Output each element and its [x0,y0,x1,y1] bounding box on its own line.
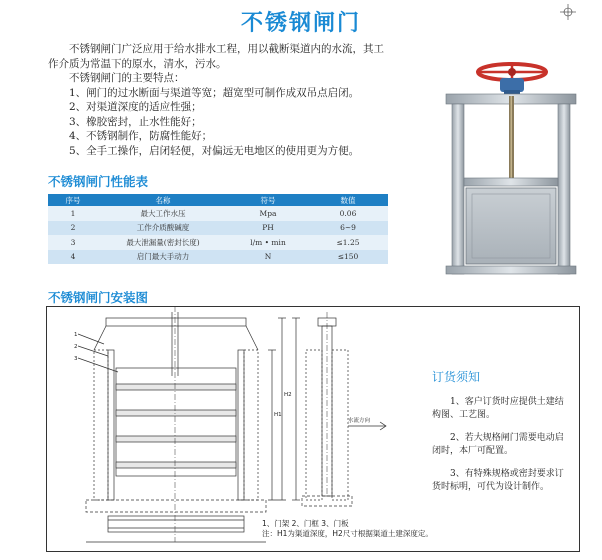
table-cell: Mpa [228,206,308,221]
feature-item: 2、对渠道深度的适应性强； [69,101,202,113]
feature-item: 4、不锈钢制作，防腐性能好； [69,130,213,142]
column-header: 名称 [98,194,228,206]
table-header-row [48,194,388,206]
table-row [48,250,388,265]
part-label: 2 [74,344,78,350]
order-item: 1、客户订货时应提供土建结构图、工艺图。 [432,397,564,420]
table-cell: 最大泄漏量(密封长度) [98,235,228,250]
feature-item: 5、全手工操作，启闭轻便，对偏远无电地区的使用更为方便。 [69,144,360,157]
table-cell: 工作介质酸碱度 [98,221,228,236]
feature-item: 1、闸门的过水断面与渠道等宽；超宽型可制作成双吊点启闭。 [69,86,360,99]
table-cell: 3 [48,235,98,250]
page-title: 不锈钢闸门 [240,11,361,36]
intro-line: 作介质为常温下的原水，清水，污水。 [48,57,227,70]
performance-table [48,194,388,264]
table-row [48,221,388,236]
table-cell: 最大工作水压 [98,206,228,221]
intro-line: 不锈钢闸门广泛应用于给水排水工程，用以截断渠道内的水流，其工 [69,43,384,55]
table-cell: 6~9 [308,221,388,236]
table-row [48,235,388,250]
feature-item: 3、橡胶密封，止水性能好； [69,115,202,128]
dimension-label: H2 [284,392,292,398]
note-text: 注：H1为渠道深度，H2尺寸根据渠道土建深度定。 [262,529,433,538]
table-cell: N [228,250,308,265]
hand-wheel-icon [478,64,546,80]
table-cell: 2 [48,221,98,236]
column-header: 数值 [308,194,388,206]
installation-title: 不锈钢闸门安装图 [48,290,149,305]
performance-title: 不锈钢闸门性能表 [48,174,149,189]
table-cell: 1 [48,206,98,221]
order-item: 2、若大规格闸门需要电动启闭时，本厂可配置。 [432,433,564,456]
diagram-notes [262,519,433,539]
parts-legend: 1、门架 2、门框 3、门板 [262,519,349,528]
table-cell: PH [228,221,308,236]
dimension-label: H1 [274,412,282,418]
order-notes [432,396,572,504]
flow-direction-label: 水流方向 [348,418,371,424]
order-title: 订货须知 [432,370,481,384]
intro-text [48,42,408,158]
part-label: 1 [74,332,78,338]
intro-line: 不锈钢闸门的主要特点： [69,72,185,84]
column-header: 符号 [228,194,308,206]
gate-photo [440,60,590,282]
order-item: 3、有特殊规格或密封要求订货时标明，可代为设计制作。 [432,469,564,492]
table-cell: l/m • min [228,235,308,250]
corner-mark-icon [560,4,576,20]
table-cell: 4 [48,250,98,265]
table-cell: 启门最大手动力 [98,250,228,265]
table-cell: 0.06 [308,206,388,221]
table-cell: ≤1.25 [308,235,388,250]
column-header: 序号 [48,194,98,206]
table-cell: ≤150 [308,250,388,265]
table-row [48,206,388,221]
part-label: 3 [74,356,78,362]
